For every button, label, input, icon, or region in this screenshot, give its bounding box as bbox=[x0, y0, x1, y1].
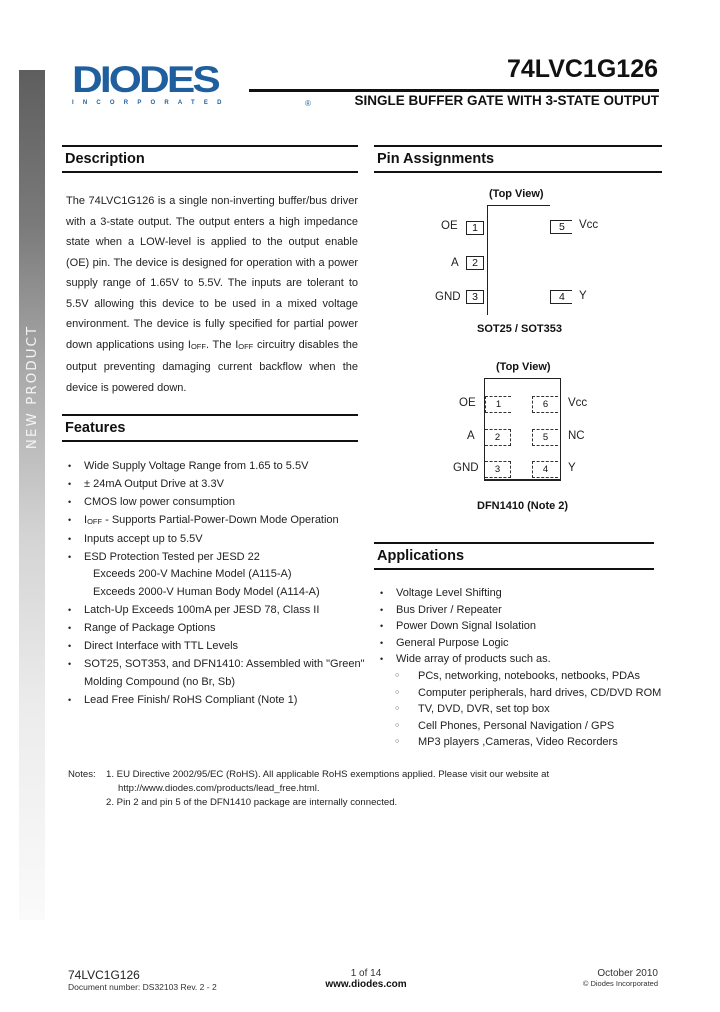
feature-item: • SOT25, SOT353, and DFN1410: Assembled with "Green" bbox=[66, 656, 366, 674]
pin-2: 2 bbox=[466, 256, 484, 270]
sot-caption: SOT25 / SOT353 bbox=[477, 323, 562, 335]
header-rule bbox=[249, 89, 659, 92]
pin-1: 1 bbox=[466, 221, 484, 235]
dfn-pad-4: 4 bbox=[532, 461, 558, 478]
application-subitem: ○ Cell Phones, Personal Navigation / GPS bbox=[378, 718, 678, 735]
sot-body-left bbox=[487, 205, 488, 315]
footer-date: October 2010 bbox=[597, 968, 658, 979]
note-1-link[interactable]: http://www.diodes.com/products/lead_free.html. bbox=[118, 783, 320, 794]
pin-label-gnd: GND bbox=[435, 291, 461, 303]
dfn-pin-label-vcc: Vcc bbox=[568, 397, 588, 409]
feature-subitem: Exceeds 200-V Machine Model (A115-A) bbox=[93, 568, 292, 581]
footer-copyright: © Diodes Incorporated bbox=[582, 979, 658, 988]
dfn-pin-label-a: A bbox=[467, 430, 475, 442]
description-heading: Description bbox=[62, 145, 358, 173]
pin-3: 3 bbox=[466, 290, 484, 304]
footer-part-number: 74LVC1G126 bbox=[68, 968, 140, 982]
application-item: • Voltage Level Shifting bbox=[378, 585, 678, 602]
application-subitem: ○ TV, DVD, DVR, set top box bbox=[378, 701, 678, 718]
pin-label-vcc: Vcc bbox=[579, 219, 599, 231]
registered-mark: ® bbox=[305, 99, 311, 108]
application-subitem: ○ PCs, networking, notebooks, netbooks, PDAs bbox=[378, 668, 678, 685]
document-subtitle: SINGLE BUFFER GATE WITH 3-STATE OUTPUT bbox=[354, 93, 659, 108]
application-item: • Power Down Signal Isolation bbox=[378, 618, 678, 635]
feature-subitem: Exceeds 2000-V Human Body Model (A114-A) bbox=[93, 586, 320, 599]
application-item: • Wide array of products such as. bbox=[378, 651, 678, 668]
sot-top-view-label: (Top View) bbox=[489, 188, 544, 200]
note-1: 1. EU Directive 2002/95/EC (RoHS). All applicable RoHS exemptions applied. Please visit our website at bbox=[106, 769, 550, 780]
feature-item: • Latch-Up Exceeds 100mA per JESD 78, Class II bbox=[66, 602, 366, 620]
applications-list bbox=[378, 585, 678, 751]
diodes-logo bbox=[72, 59, 311, 111]
footer-right bbox=[583, 968, 658, 988]
application-subitem: ○ MP3 players ,Cameras, Video Recorders bbox=[378, 734, 678, 751]
feature-item: • CMOS low power consumption bbox=[66, 494, 366, 512]
side-band bbox=[19, 70, 45, 920]
feature-item: • Inputs accept up to 5.5V bbox=[66, 531, 366, 549]
pin-4: 4 bbox=[550, 290, 572, 304]
dfn-pad-5: 5 bbox=[532, 429, 558, 446]
dfn-caption: DFN1410 (Note 2) bbox=[477, 500, 569, 512]
feature-item: • Range of Package Options bbox=[66, 620, 366, 638]
pin-5: 5 bbox=[550, 220, 572, 234]
dfn-pad-6: 6 bbox=[532, 396, 558, 413]
feature-item: • ESD Protection Tested per JESD 22 bbox=[66, 549, 366, 567]
pin-label-a: A bbox=[451, 257, 459, 269]
new-product-label: NEW PRODUCT bbox=[24, 324, 40, 450]
notes bbox=[68, 768, 596, 810]
dfn-pad-3: 3 bbox=[485, 461, 511, 478]
applications-heading: Applications bbox=[374, 542, 654, 570]
dfn-pin-label-gnd: GND bbox=[453, 462, 479, 474]
note-2: 2. Pin 2 and pin 5 of the DFN1410 package are internally connected. bbox=[106, 797, 398, 808]
logo-word: DIODES bbox=[72, 59, 218, 100]
sot-body-top bbox=[487, 205, 550, 206]
footer-website-link[interactable]: www.diodes.com bbox=[325, 979, 407, 990]
dfn-top-view-label: (Top View) bbox=[496, 361, 551, 373]
part-number-title: 74LVC1G126 bbox=[506, 55, 658, 83]
feature-item: • ± 24mA Output Drive at 3.3V bbox=[66, 476, 366, 494]
feature-item: • Lead Free Finish/ RoHS Compliant (Note 1) bbox=[66, 692, 366, 710]
feature-item: • Wide Supply Voltage Range from 1.65 to 5.5V bbox=[66, 458, 366, 476]
pin-label-oe: OE bbox=[441, 220, 458, 232]
pin-assignments-heading: Pin Assignments bbox=[374, 145, 662, 173]
features-heading: Features bbox=[62, 414, 358, 442]
description-text: The 74LVC1G126 is a single non-inverting buffer/bus driver with a 3-state output. The output enters a high impedance state when a LOW-level is applied to the output enable (OE) pin. The device is designed for operation with a power supply range of 1.65V to 5.5V. The inputs are tolerant to 5.5V allowing this device to be used in a mixed voltage environment. The device is fully specified for partial power down applications using IOFF. The IOFF circuitry disables the output preventing damaging current backflow when the device is powered down. bbox=[66, 195, 358, 394]
application-item: • Bus Driver / Repeater bbox=[378, 602, 678, 619]
feature-item: • IOFF - Supports Partial-Power-Down Mode Operation bbox=[66, 512, 366, 531]
dfn-pin-label-oe: OE bbox=[459, 397, 476, 409]
application-subitem: ○ Computer peripherals, hard drives, CD/DVD ROM bbox=[378, 685, 678, 702]
features-list bbox=[66, 458, 366, 710]
dfn-pad-1: 1 bbox=[485, 396, 511, 413]
footer-page-number: 1 of 14 bbox=[350, 968, 382, 979]
pin-label-y: Y bbox=[579, 290, 587, 302]
footer-doc-number: Document number: DS32103 Rev. 2 - 2 bbox=[68, 982, 217, 992]
notes-label: Notes: bbox=[68, 769, 96, 780]
application-item: • General Purpose Logic bbox=[378, 635, 678, 652]
feature-item-continuation: Molding Compound (no Br, Sb) bbox=[84, 675, 236, 688]
feature-item: • Direct Interface with TTL Levels bbox=[66, 638, 366, 656]
dfn-pad-2: 2 bbox=[485, 429, 511, 446]
logo-subtitle: INCORPORATED bbox=[72, 100, 231, 106]
dfn-pin-label-nc: NC bbox=[568, 430, 585, 442]
dfn-pin-label-y: Y bbox=[568, 462, 576, 474]
